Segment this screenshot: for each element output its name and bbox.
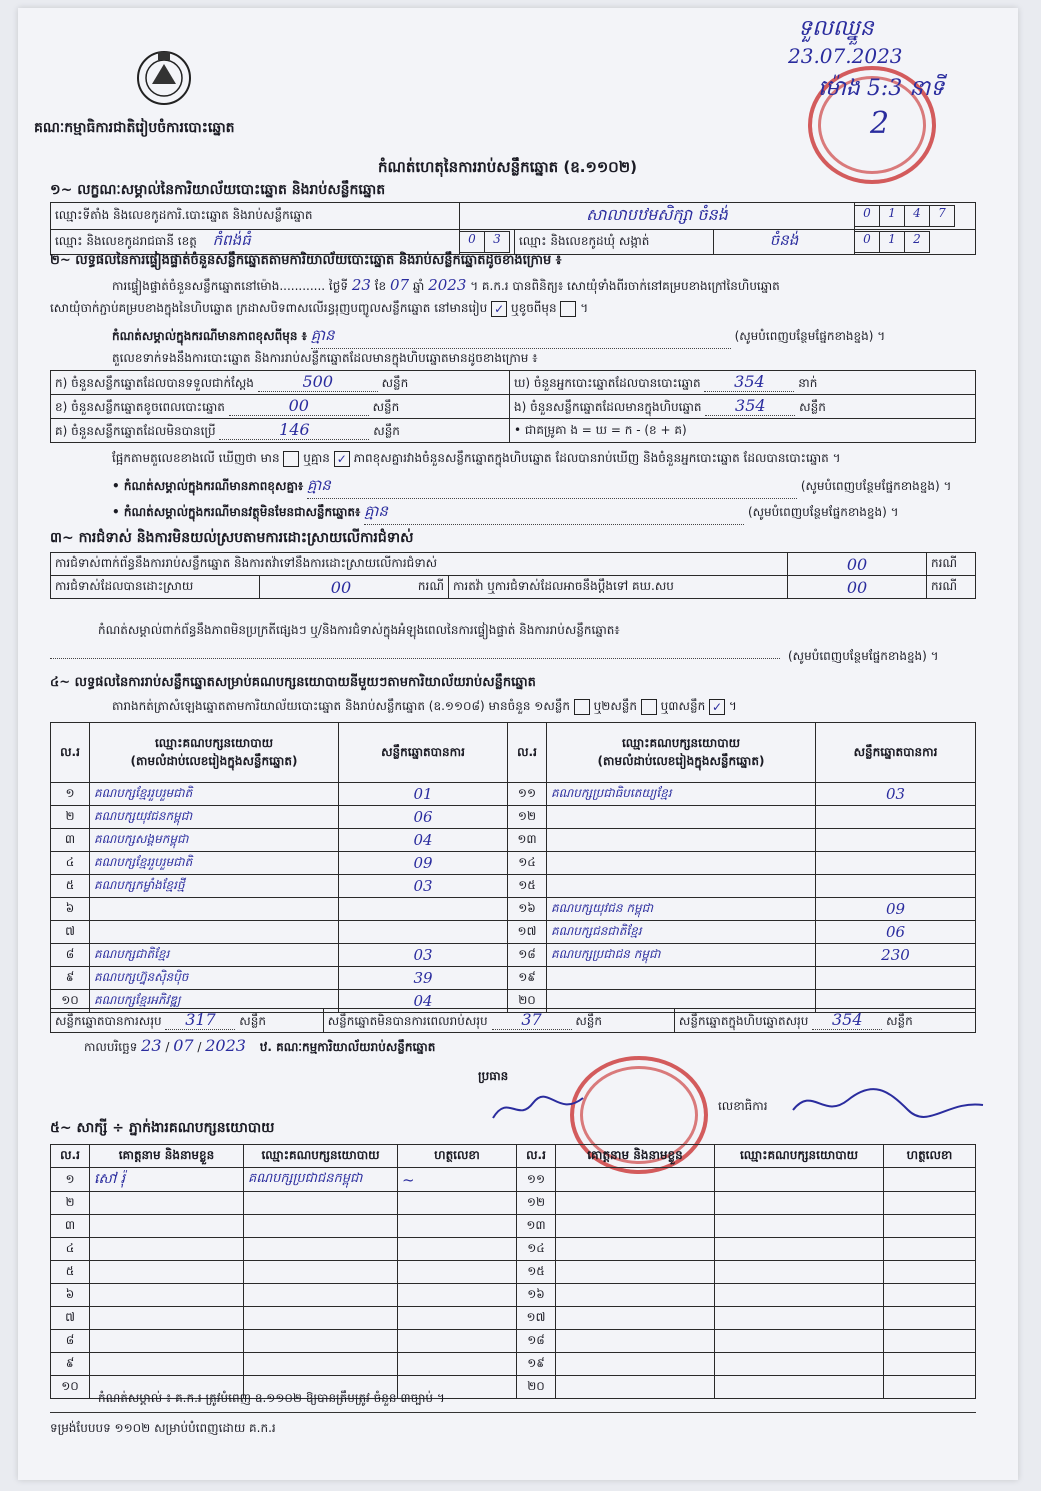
bullet-difference: • កំណត់សម្គាល់ក្នុងករណីមានភាពខុសគ្នា៖ គ្មាន (សូមបំពេញបន្ថែមផ្នែកខាងខ្នង) ។ <box>112 476 951 499</box>
table-row: ៥ គណបក្សកម្លាំងខ្មែរថ្មី 03 ១៥ <box>51 875 976 898</box>
table-row: ២ ១២ <box>51 1192 976 1215</box>
appeal-label: ការតវ៉ា ឬការជំទាស់ដែលអាចនឹងប្តឹងទៅ គឃ.សប <box>449 576 788 599</box>
total-valid-value: 317 <box>165 1010 235 1030</box>
formula: • ជាគម្រូគា ង = ឃ = ក - (ខ + គ) <box>510 419 976 443</box>
bullet-foreign-object-value: គ្មាន <box>364 502 744 525</box>
table-row: ១ គណបក្សខ្មែររួបរួមជាតិ 01 ១១ គណបក្សប្រជាធិបតេយ្យខ្មែរ 03 <box>51 783 976 806</box>
province-code: 0 3 <box>460 230 515 255</box>
total-invalid-value: 37 <box>492 1010 572 1030</box>
verify-year: 2023 <box>428 276 467 294</box>
table-row: ៨ គណបក្សជាតិខ្មែរ 03 ១៨ គណបក្សប្រជាជន កម្ពុជា 230 <box>51 944 976 967</box>
has-difference-checkbox[interactable] <box>283 451 299 467</box>
unused-row: គ) ចំនួនសន្លឹកឆ្នោតដែលមិនបានប្រើ 146 សន្លឹក <box>51 419 510 443</box>
resolved-label: ការជំទាស់ដែលបានដោះស្រាយ <box>51 576 260 599</box>
results-col-party-right: ឈ្មោះគណបក្សនយោបាយ (តាមលំដាប់លេខរៀងក្នុងសន្លឹកឆ្នោត) <box>547 723 816 783</box>
table-row: ១ សៅ រ៉ុ គណបក្សប្រជាជនកម្ពុជា ~ ១១ <box>51 1168 976 1192</box>
voters-row: ឃ) ចំនួនអ្នកបោះឆ្នោតដែលបានបោះឆ្នោត 354 នាក់ <box>510 371 976 395</box>
table-row: ៣ គណបក្សសង្គមកម្ពុជា 04 ១៣ <box>51 829 976 852</box>
two-sheet-checkbox[interactable] <box>641 699 657 715</box>
intact-checkbox[interactable]: ✓ <box>491 301 507 317</box>
section1-table <box>50 202 976 255</box>
irregularity-blank <box>50 658 780 659</box>
province-label: ឈ្មោះ និងលេខកូដរាជធានី ខេត្ត កំពង់ធំ <box>51 230 460 255</box>
corner-note-time: ម៉ោង 5:3 នាទី <box>818 76 945 101</box>
footer-note: កំណត់សម្គាល់ ៖ គ.ក.រ ត្រូវបំពេញ ឧ.១១០២ ឱ្យបានត្រឹមត្រូវ ចំនួន ៣ច្បាប់ ។ <box>98 1391 445 1405</box>
irregularity-note: កំណត់សម្គាល់ពាក់ព័ន្ធនឹងភាពមិនប្រក្រតីផ្សេងៗ ឬ/និងការជំទាស់ក្នុងអំឡុងពេលនៃការផ្ទៀងផ្ទាត់ និងការរាប់សន្លឹកឆ្នោត៖ <box>98 623 620 637</box>
appeal-value: 00 <box>788 576 927 599</box>
verify-line-2: សោយុំចាក់ភ្ជាប់គម្របខាងក្នុងនៃហិបឆ្នោត ក្រដាសបិទពាសលើរន្ធរុញបញ្ចូលសន្លឹកឆ្នោត នៅមានរៀប ✓ ឬខូចពីមុន ។ <box>50 301 589 316</box>
section2-counts-table <box>50 370 976 443</box>
results-table: ល.រ ឈ្មោះគណបក្សនយោបាយ (តាមលំដាប់លេខរៀងក្នុងសន្លឹកឆ្នោត) សន្លឹកឆ្នោតបានការ ល.រ ឈ្មោះគណបក្សនយោបាយ (តាមលំដាប់លេខរៀងក្នុងសន្លឹកឆ្នោត) សន្លឹកឆ្នោតបានការ ១ គណបក្សខ្មែររួបរួមជាតិ 01 ១១ គណបក្សប្រជាធិបតេយ្យខ្មែរ 03 ២ គណបក្សយុវជនកម្ពុជា 06 ១២ ៣ គណបក្សសង្គមកម្ពុជា 04 ១៣ ៤ គណបក្សខ្មែររួបរួមជាតិ 09 ១៤ ៥ គណបក្សកម្លាំងខ្មែរថ្មី 03 ១៥ ៦ ១៦ គណបក្សយុវជន កម្ពុជា 09 ៧ ១៧ គណបក្សជនជាតិខ្មែរ 06 ៨ គណបក្សជាតិខ្មែរ 03 ១៨ គណបក្សប្រជាជន កម្ពុជា 230 ៩ គណបក្សហ្វ៊ុនស៊ិនប៉ិច 39 ១៩ ១០ គណបក្សខ្មែរអភិវឌ្ឍ 04 ២០ <box>50 722 976 1013</box>
commune-value: ចំនង់ <box>714 230 855 255</box>
corner-note-number: 2 <box>870 106 890 141</box>
province-value: កំពង់ធំ <box>212 231 251 249</box>
total-in-box-value: 354 <box>812 1010 882 1030</box>
received-value: 500 <box>258 372 378 392</box>
verify-line: ការផ្ទៀងផ្ទាត់ចំនួនសន្លឹកឆ្នោតនៅម៉ោង............ ថ្ងៃទី 23 ខែ 07 ឆ្នាំ 2023 ។ គ.ក.រ បានពិនិត្យ៖ សោយុំទាំងពីរចាក់នៅគម្របខាងក្រៅនៃហិបឆ្នោត <box>112 276 780 294</box>
chair-label: ប្រធាន <box>478 1069 509 1083</box>
in-box-row: ង) ចំនួនសន្លឹកឆ្នោតដែលមានក្នុងហិបឆ្នោត 354 សន្លឹក <box>510 395 976 419</box>
table-row: ៧ ១៧ <box>51 1307 976 1330</box>
objections-label: ការជំទាស់ពាក់ព័ន្ធនឹងការរាប់សន្លឹកឆ្នោត និងការតវ៉ាទៅនឹងការដោះស្រាយលើការជំទាស់ <box>51 553 788 576</box>
total-in-box: សន្លឹកឆ្នោតក្នុងហិបឆ្នោតសរុប 354 សន្លឹក <box>674 1009 975 1033</box>
difference-note: កំណត់សម្គាល់ក្នុងករណីមានភាពខុសពីមុន ៖ គ្មាន (សូមបំពេញបន្ថែមផ្នែកខាងខ្នង) ។ <box>112 326 885 349</box>
table-row: ៦ ១៦ <box>51 1284 976 1307</box>
section1-title: ១~ លក្ខណៈសម្គាល់នៃការិយាល័យបោះឆ្នោត និងរាប់សន្លឹកឆ្នោត <box>50 182 386 198</box>
commune-code: 0 1 2 <box>855 230 976 255</box>
resolved-value: 00 ករណី <box>260 576 449 599</box>
total-valid: សន្លឹកឆ្នោតបានការសរុប 317 សន្លឹក <box>51 1009 324 1033</box>
section4-title: ៤~ លទ្ធផលនៃការរាប់សន្លឹកឆ្នោតសម្រាប់គណបក្សនយោបាយនីមួយៗតាមការិយាល័យរាប់សន្លឹកឆ្នោត <box>50 675 536 690</box>
one-sheet-checkbox[interactable] <box>574 699 590 715</box>
section3-title: ៣~ ការជំទាស់ និងការមិនយល់ស្របតាមការដោះស្រាយលើការជំទាស់ <box>50 530 414 546</box>
no-difference-checkbox[interactable]: ✓ <box>334 451 350 467</box>
spoiled-row: ខ) ចំនួនសន្លឹកឆ្នោតខូចពេលបោះឆ្នោត 00 សន្លឹក <box>51 395 510 419</box>
table-row: ៩ គណបក្សហ្វ៊ុនស៊ិនប៉ិច 39 ១៩ <box>51 967 976 990</box>
section3-table: ការជំទាស់ពាក់ព័ន្ធនឹងការរាប់សន្លឹកឆ្នោត និងការតវ៉ាទៅនឹងការដោះស្រាយលើការជំទាស់ 00 ករណី ការជំទាស់ដែលបានដោះស្រាយ 00 ករណី ការតវ៉ា ឬការជំទាស់ដែលអាចនឹងប្តឹងទៅ គឃ.សប 00 ករណី <box>50 552 976 599</box>
table-row: ៣ ១៣ <box>51 1215 976 1238</box>
section5-title: ៥~ សាក្សី ÷ ភ្នាក់ងារគណបក្សនយោបាយ <box>50 1120 275 1136</box>
verify-day: 23 <box>351 276 371 294</box>
section3-hint: (សូមបំពេញបន្ថែមផ្នែកខាងខ្នង) ។ <box>788 649 939 663</box>
bullet-foreign-object: • កំណត់សម្គាល់ក្នុងករណីមានវត្ថុមិនមែនជាសន្លឹកឆ្នោត៖ គ្មាន (សូមបំពេញបន្ថែមផ្នែកខាងខ្នង) ។ <box>112 502 899 525</box>
table-row: ៦ ១៦ គណបក្សយុវជន កម្ពុជា 09 <box>51 898 976 921</box>
table-row: ៤ គណបក្សខ្មែររួបរួមជាតិ 09 ១៤ <box>51 852 976 875</box>
received-row: ក) ចំនួនសន្លឹកឆ្នោតដែលបានទទួលជាក់ស្តែង 500 សន្លឹក <box>51 371 510 395</box>
spoiled-value: 00 <box>229 396 369 416</box>
corner-note-date: 23.07.2023 <box>788 44 903 68</box>
form-title: កំណត់ហេតុនៃការរាប់សន្លឹកឆ្នោត (ឧ.១១០២) <box>378 158 638 176</box>
org-name: គណៈកម្មាធិការជាតិរៀបចំការបោះឆ្នោត <box>34 120 235 136</box>
commune-label: ឈ្មោះ និងលេខកូដឃុំ សង្កាត់ <box>515 230 714 255</box>
difference-note-value: គ្មាន <box>311 326 731 349</box>
table-row: ៩ ១៩ <box>51 1353 976 1376</box>
form-sheet <box>18 8 1018 1480</box>
damaged-checkbox[interactable] <box>560 301 576 317</box>
results-col-party-left: ឈ្មោះគណបក្សនយោបាយ (តាមលំដាប់លេខរៀងក្នុងសន្លឹកឆ្នោត) <box>90 723 339 783</box>
section2-title: ២~ លទ្ធផលនៃការផ្ទៀងផ្ទាត់ចំនួនសន្លឹកឆ្នោតតាមការិយាល័យបោះឆ្នោត និងរាប់សន្លឹកឆ្នោតដូចខាងក្រោម ៖ <box>50 253 562 268</box>
form-reference: ទម្រង់បែបបទ ១១០២ សម្រាប់បំពេញដោយ គ.ក.រ <box>50 1421 276 1435</box>
objections-value: 00 <box>788 553 927 576</box>
table-row: ៧ ១៧ គណបក្សជនជាតិខ្មែរ 06 <box>51 921 976 944</box>
secretary-label: លេខាធិការ <box>718 1099 768 1113</box>
table-row: ១០ ២០ <box>51 1376 976 1399</box>
corner-note-place: ទួលឈ្នួន <box>798 16 874 41</box>
table-intro: តួលេខទាក់ទងនឹងការបោះឆ្នោត និងការរាប់សន្លឹកឆ្នោតដែលមានក្នុងហិបឆ្នោតមានដូចខាងក្រោម ៖ <box>112 351 538 365</box>
witness-table: ល.រ គោត្តនាម និងនាមខ្លួន ឈ្មោះគណបក្សនយោបាយ ហត្ថលេខា ល.រ គោត្តនាម និងនាមខ្លួន ឈ្មោះគណបក្សនយោបាយ ហត្ថលេខា ១ សៅ រ៉ុ គណបក្សប្រជាជនកម្ពុជា ~ ១១ ២ ១២ ៣ ១៣ ៤ ១៤ ៥ ១៥ ៦ ១៦ ៧ ១៧ ៨ ១៨ ៩ ១៩ ១០ ២០ <box>50 1144 976 1399</box>
station-code: 0 1 4 7 <box>855 203 976 230</box>
table-row: ៨ ១៨ <box>51 1330 976 1353</box>
table-row: ២ គណបក្សយុវជនកម្ពុជា 06 ១២ <box>51 806 976 829</box>
bullet-difference-value: គ្មាន <box>307 476 797 499</box>
station-name-label: ឈ្មោះទីតាំង និងលេខកូដការិ.បោះឆ្នោត និងរាប់សន្លឹកឆ្នោត <box>51 203 460 230</box>
committee-label: ឋ. គណៈកម្មការិយាល័យរាប់សន្លឹកឆ្នោត <box>259 1040 436 1054</box>
table-row: ៤ ១៤ <box>51 1238 976 1261</box>
voters-value: 354 <box>704 372 794 392</box>
three-sheet-checkbox[interactable]: ✓ <box>709 699 725 715</box>
nec-logo-icon <box>136 44 192 108</box>
in-box-value: 354 <box>705 396 795 416</box>
table-row: ៥ ១៥ <box>51 1261 976 1284</box>
section4-intro: តារាងកត់ត្រាសំឡេងឆ្នោតតាមការិយាល័យបោះឆ្នោត និងរាប់សន្លឹកឆ្នោត (ឧ.១១០៨) មានចំនួន ១សន្លឹក ឬ២សន្លឹក ឬ៣សន្លឹក ✓ ។ <box>112 699 737 714</box>
totals-table <box>50 1008 976 1033</box>
table-row: ១០ គណបក្សខ្មែរអភិវឌ្ឍ 04 ២០ <box>51 990 976 1013</box>
unused-value: 146 <box>219 420 369 440</box>
footer-divider <box>50 1412 976 1413</box>
secretary-signature-icon <box>788 1080 988 1130</box>
date-line: កាលបរិច្ឆេទ 23 / 07 / 2023 ឋ. គណៈកម្មការិយាល័យរាប់សន្លឹកឆ្នោត <box>84 1036 436 1055</box>
compare-line: ផ្អែកតាមតួលេខខាងលើ ឃើញថា មាន ឬគ្មាន ✓ ភាពខុសគ្នារវាងចំនួនសន្លឹកឆ្នោតក្នុងហិបឆ្នោត ដែលបានរាប់ឃើញ និងចំនួនអ្នកបោះឆ្នោត ដែលបានបោះឆ្នោត ។ <box>112 451 841 466</box>
total-invalid: សន្លឹកឆ្នោតមិនបានការពេលរាប់សរុប 37 សន្លឹក <box>323 1009 674 1033</box>
chair-signature-icon <box>488 1088 588 1128</box>
verify-month: 07 <box>390 276 410 294</box>
station-name-value: សាលាបឋមសិក្សា ចំនង់ <box>460 203 855 230</box>
